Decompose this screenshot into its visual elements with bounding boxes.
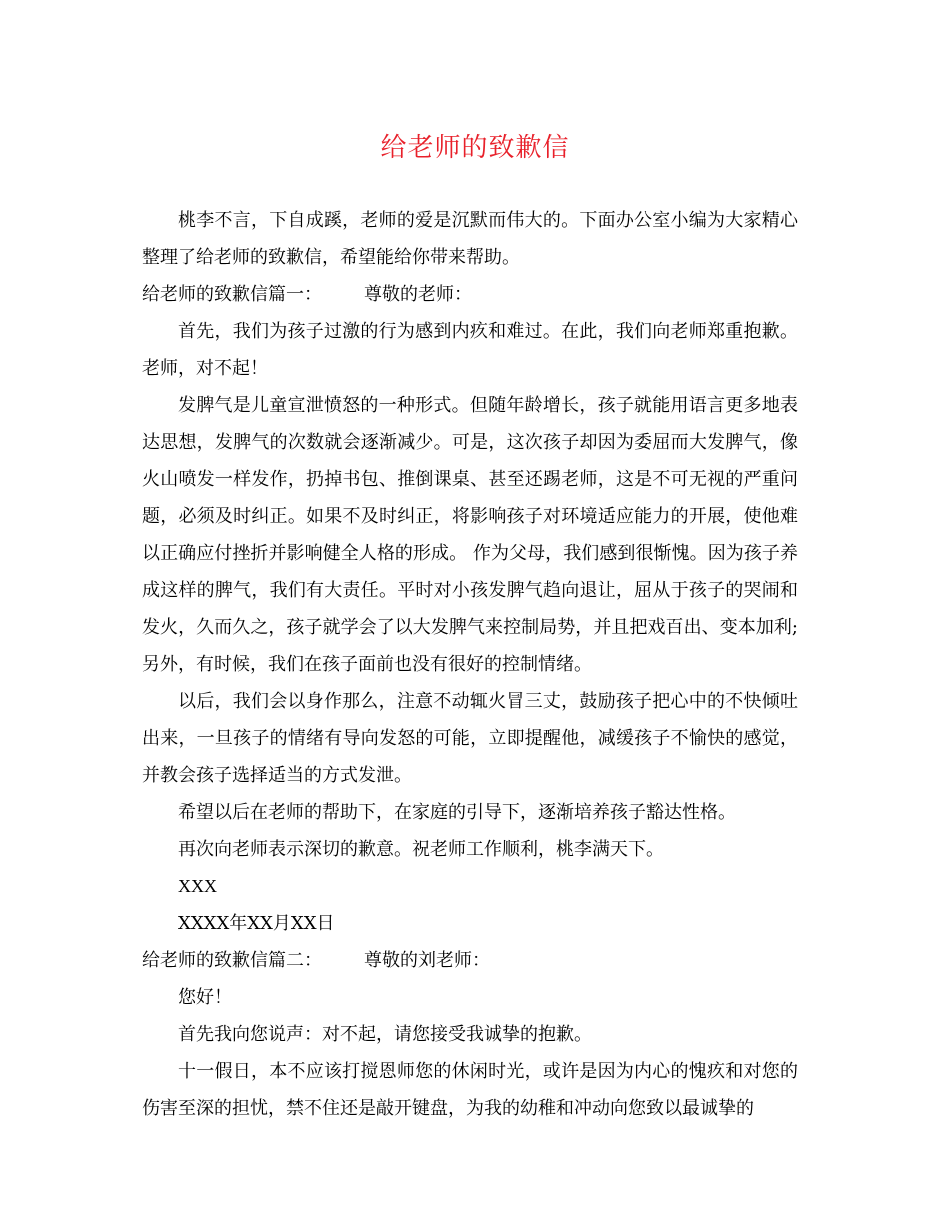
letter2-heading: 给老师的致歉信篇二： bbox=[142, 950, 322, 971]
letter1-heading: 给老师的致歉信篇一： bbox=[142, 284, 322, 305]
letter2-salutation: 尊敬的刘老师： bbox=[364, 950, 490, 971]
letter2-paragraph: 首先我向您说声：对不起，请您接受我诚挚的抱歉。 bbox=[178, 1024, 592, 1045]
intro-paragraph: 桃李不言，下自成蹊，老师的爱是沉默而伟大的。下面办公室小编为大家精心整理了给老师的致歉信，希望能给你带来帮助。 bbox=[142, 210, 798, 268]
letter1-salutation: 尊敬的老师： bbox=[364, 284, 472, 305]
letter2-heading-line bbox=[142, 942, 798, 979]
letter1-paragraph: 发脾气是儿童宣泄愤怒的一种形式。但随年龄增长，孩子就能用语言更多地表达思想，发脾气的次数就会逐渐减少。可是，这次孩子却因为委屈而大发脾气，像火山喷发一样发作，扔掉书包、推倒课桌、甚至还踢老师，这是不可无视的严重问题，必须及时纠正。如果不及时纠正，将影响孩子对环境适应能力的开展，使他难以正确应付挫折并影响健全人格的形成。 作为父母，我们感到很惭愧。因为孩子养成这样的脾气，我们有大责任。平时对小孩发脾气趋向退让，屈从于孩子的哭闹和发火，久而久之，孩子就学会了以大发脾气来控制局势，并且把戏百出、变本加利;另外，有时候，我们在孩子面前也没有很好的控制情绪。 bbox=[142, 395, 798, 675]
letter1-paragraph: 首先，我们为孩子过激的行为感到内疚和难过。在此，我们向老师郑重抱歉。老师，对不起！ bbox=[142, 321, 798, 379]
letter1-paragraph: 再次向老师表示深切的歉意。祝老师工作顺利，桃李满天下。 bbox=[178, 839, 664, 860]
letter2-greeting: 您好！ bbox=[178, 987, 232, 1008]
document-title: 给老师的致歉信 bbox=[380, 133, 570, 163]
letter1-signature: XXX bbox=[178, 876, 217, 896]
letter1-date: XXXX年XX月XX日 bbox=[178, 913, 335, 934]
letter1-paragraph: 希望以后在老师的帮助下，在家庭的引导下，逐渐培养孩子豁达性格。 bbox=[178, 802, 736, 823]
letter1-paragraph: 以后，我们会以身作那么，注意不动辄火冒三丈，鼓励孩子把心中的不快倾吐出来，一旦孩子的情绪有导向发怒的可能，立即提醒他，减缓孩子不愉快的感觉，并教会孩子选择适当的方式发泄。 bbox=[142, 691, 798, 786]
document-body bbox=[142, 202, 798, 1127]
letter1-heading-line bbox=[142, 276, 798, 313]
letter2-paragraph: 十一假日，本不应该打搅恩师您的休闲时光，或许是因为内心的愧疚和对您的伤害至深的担忧，禁不住还是敲开键盘，为我的幼稚和冲动向您致以最诚挚的 bbox=[142, 1061, 798, 1119]
